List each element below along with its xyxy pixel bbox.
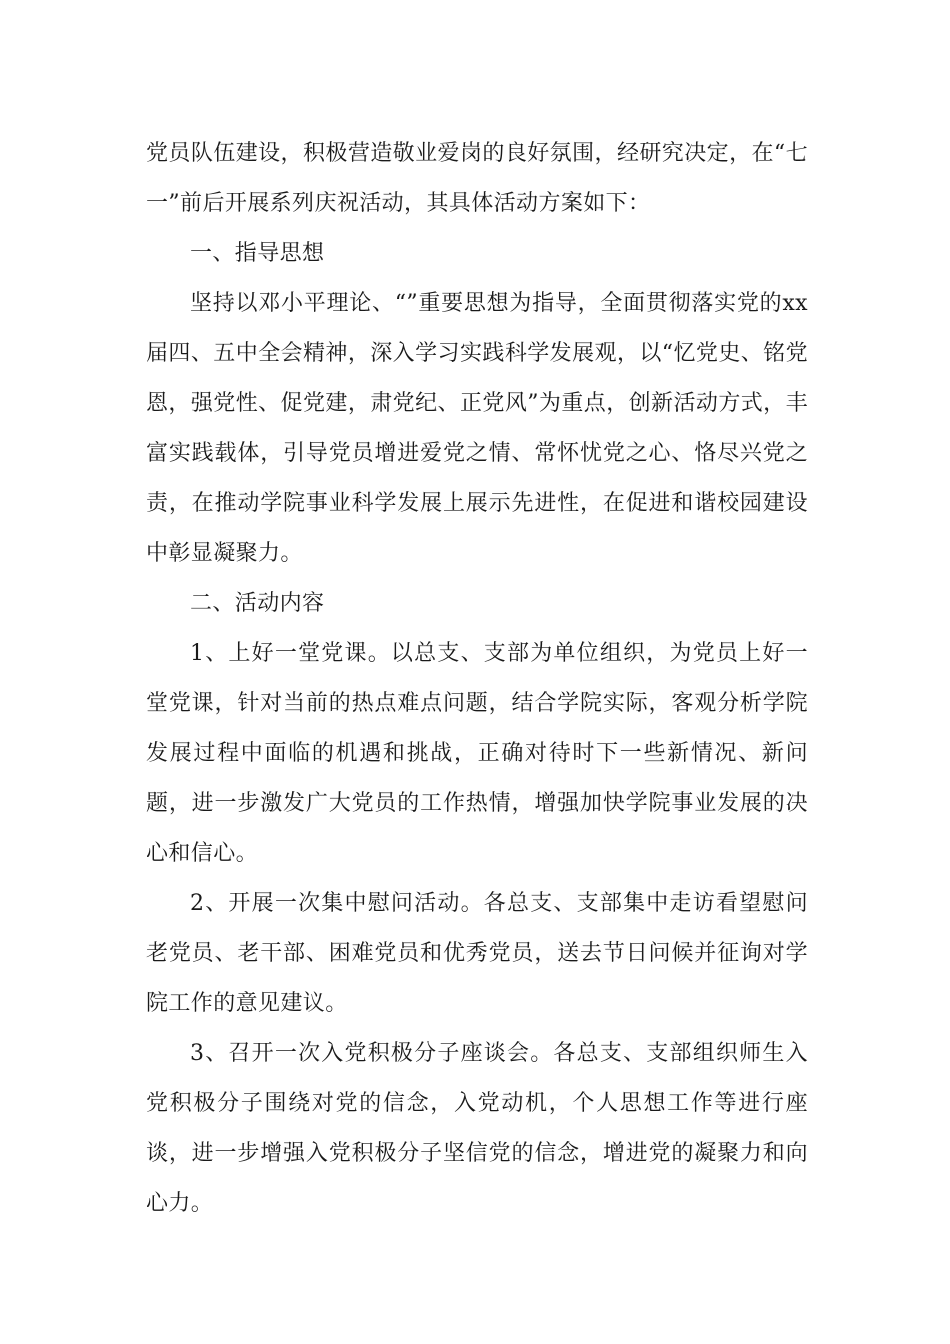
- paragraph-item-1-party-lecture: 1、上好一堂党课。以总支、支部为单位组织，为党员上好一堂党课，针对当前的热点难点问题，结合学院实际，客观分析学院发展过程中面临的机遇和挑战，正确对待时下一些新情况、新问题，进一步激发广大党员的工作热情，增强加快学院事业发展的决心和信心。: [146, 641, 808, 866]
- section-heading-activity-content: 二、活动内容: [190, 591, 325, 616]
- paragraph-item-3-symposium: 3、召开一次入党积极分子座谈会。各总支、支部组织师生入党积极分子围绕对党的信念，入党动机，个人思想工作等进行座谈，进一步增强入党积极分子坚信党的信念，增进党的凝聚力和向心力。: [146, 1041, 808, 1216]
- paragraph-intro-continuation: 党员队伍建设，积极营造敬业爱岗的良好氛围，经研究决定，在“七一”前后开展系列庆祝活动，其具体活动方案如下：: [146, 141, 808, 216]
- section-heading-guiding-ideology: 一、指导思想: [190, 241, 325, 266]
- paragraph-item-2-visit-activity: 2、开展一次集中慰问活动。各总支、支部集中走访看望慰问老党员、老干部、困难党员和优秀党员，送去节日问候并征询对学院工作的意见建议。: [146, 891, 808, 1016]
- paragraph-guiding-ideology: 坚持以邓小平理论、“”重要思想为指导，全面贯彻落实党的xx届四、五中全会精神，深入学习实践科学发展观，以“忆党史、铭党恩，强党性、促党建，肃党纪、正党风”为重点，创新活动方式，丰富实践载体，引导党员增进爱党之情、常怀忧党之心、恪尽兴党之责，在推动学院事业科学发展上展示先进性，在促进和谐校园建设中彰显凝聚力。: [146, 291, 808, 566]
- document-body: [146, 129, 808, 1229]
